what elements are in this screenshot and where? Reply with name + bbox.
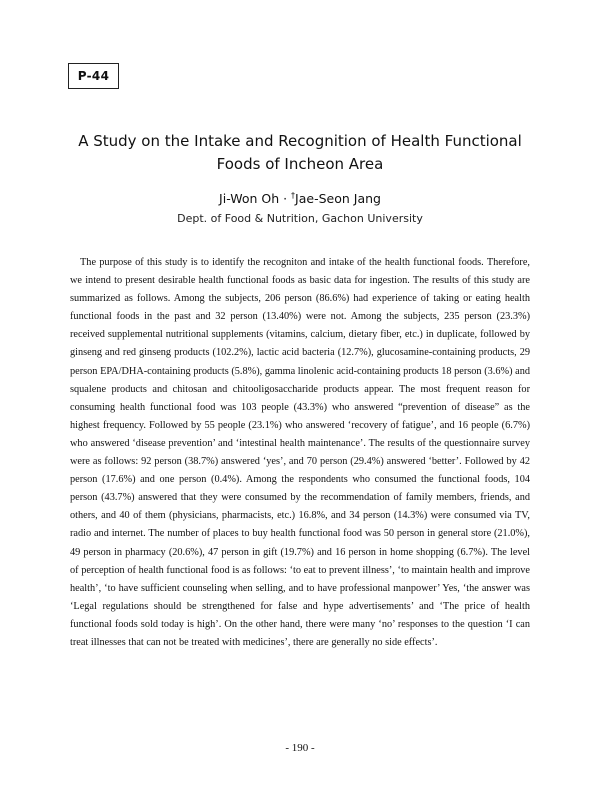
abstract-text: The purpose of this study is to identify the recogniton and intake of the health functional foods. Therefore, we intend to present desirable health functional foods as basic data for ingestion. The results of this study are summarized as follows. Among the subjects, 206 person (86.6%) had experience of taking or eating health functional foods in the past and 32 person (13.40%) were not. Among the subjects, 235 person (23.3%) received supplemental nutritional supplements (vitamins, calcium, dietary fiber, etc.) in duplicate, followed by ginseng and red ginseng products (102.2%), lactic acid bacteria (12.7%), glucosamine-containing products, 29 person EPA/DHA-containing products (5.8%), gamma linolenic acid-containing products 18 person (3.6%) and squalene products and chitosan and chitooligosaccharide products appear. The most frequent reason for consuming health functional food was 103 people (43.3%) who answered “prevention of disease” as the highest frequency. Followed by 55 people (23.1%) who answered ‘recovery of fatigue’, and 16 people (6.7%) who answered ‘disease prevention’ and ‘intestinal health maintenance’. The results of the questionnaire survey were as follows: 92 person (38.7%) answered ‘yes’, and 70 person (29.4%) answered ‘better’. Followed by 42 person (17.6%) and one person (0.4%). Among the respondents who consumed the functional foods, 104 person (43.7%) answered that they were consumed by the recommendation of family members, friends, and others, and 40 of them (physicians, pharmacists, etc.) 16.8%, and 34 person (14.3%) were consumed via TV, radio and internet. The number of places to buy health functional food was 50 person in general store (21.0%), 49 person in pharmacy (20.6%), 47 person in gift (19.7%) and 16 person in home shopping (6.7%). The level of perception of health functional food is as follows: ‘to eat to prevent illness’, ‘to maintain health and improve health’, ‘to have sufficient counseling when selling, and to have professional manpower’ Yes, ‘the answer was ‘Legal regulations should be strengthened for false and hype advertisements’ and ‘The price of health functional foods sold today is high’. On the other hand, there were many ‘no’ responses to the question ‘I can treat illnesses that can not be treated with medicines’, there are generally no side effects’.: [70, 257, 530, 648]
page-number: - 190 -: [285, 742, 315, 754]
poster-id-badge: P-44: [68, 63, 119, 89]
author-1: Ji-Won Oh ·: [219, 191, 292, 206]
author-list: [0, 190, 600, 208]
author-2: Jae-Seon Jang: [295, 191, 381, 206]
corresponding-author-mark: †: [291, 190, 296, 200]
affiliation: Dept. of Food & Nutrition, Gachon University: [177, 212, 423, 225]
title-line-2: Foods of Incheon Area: [216, 155, 384, 173]
paper-title: [40, 130, 560, 176]
title-line-1: A Study on the Intake and Recognition of Health Functional: [78, 132, 522, 150]
